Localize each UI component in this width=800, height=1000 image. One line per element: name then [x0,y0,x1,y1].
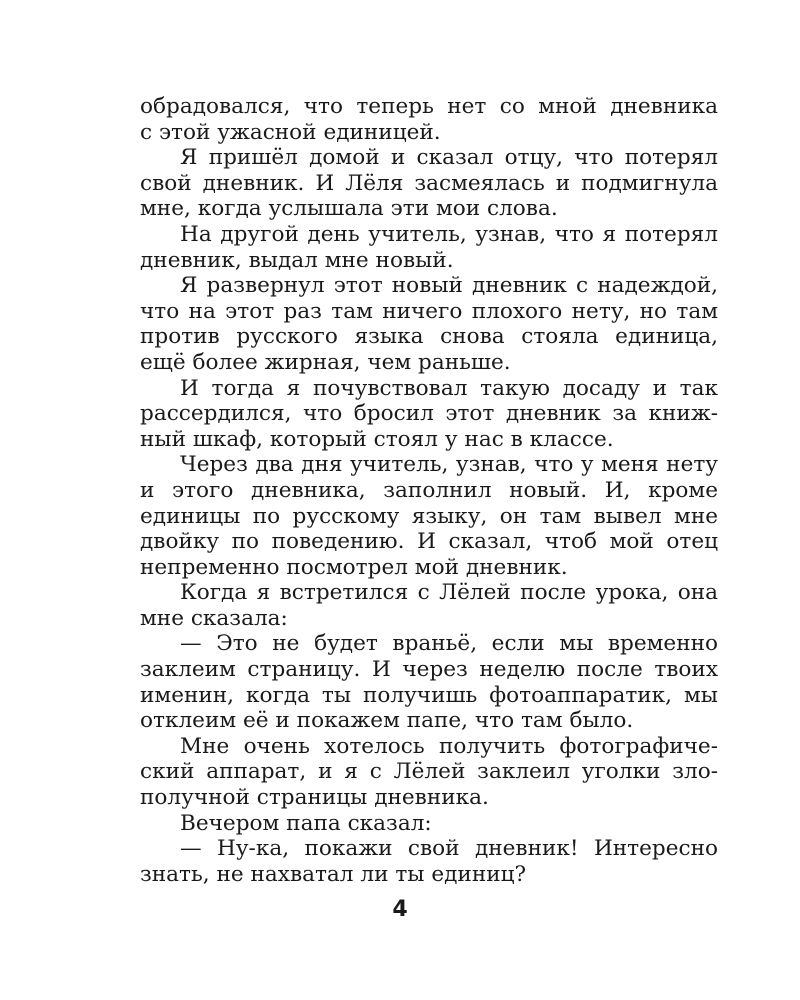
text-line: против русского языка снова стояла единица, [140,324,718,350]
text-line: отклеим её и покажем папе, что там было. [140,708,634,734]
page-number: 4 [392,897,408,922]
text-line: ещё более жирная, чем раньше. [140,349,511,375]
text-line: Когда я встретился с Лёлей после урока, она [180,580,718,606]
text-line: Мне очень хотелось получить фотографиче- [180,733,718,759]
text-line: обрадовался, что теперь нет со мной дневника [140,94,718,119]
text-line: Через два дня учитель, узнав, что у меня нету [180,452,718,478]
text-line: дневник, выдал мне новый. [140,247,454,273]
text-line: — Это не будет враньё, если мы временно [180,631,718,657]
text-line: — Ну-ка, покажи свой дневник! Интересно [180,836,718,862]
text-line: заклеим страницу. И через неделю после твоих [140,657,718,683]
body-text [140,94,718,887]
text-line: именин, когда ты получишь фотоаппаратик, мы [140,682,718,708]
text-line: На другой день учитель, узнав, что я потерял [180,221,718,247]
text-line: свой дневник. И Лёля засмеялась и подмигнула [140,170,718,196]
text-line: и этого дневника, заполнил новый. И, кроме [140,477,718,503]
text-line: Я пришёл домой и сказал отцу, что потерял [180,145,718,171]
text-line: двойку по поведению. И сказал, чтоб мой отец [140,529,718,555]
text-line: Я развернул этот новый дневник с надеждой, [180,273,718,299]
text-line: получной страницы дневника. [140,785,489,811]
text-line: ский аппарат, и я с Лёлей заклеил уголки зло- [140,759,718,785]
text-line: единицы по русскому языку, он там вывел мне [140,503,718,529]
text-line: Вечером папа сказал: [180,810,432,836]
text-line: мне, когда услышала эти мои слова. [140,196,558,222]
text-line: И тогда я почувствовал такую досаду и так [180,375,718,401]
text-line: ный шкаф, который стоял у нас в классе. [140,426,614,452]
text-line: что на этот раз там ничего плохого нету, но там [140,298,718,324]
text-line: непременно посмотрел мой дневник. [140,554,568,580]
text-line: мне сказала: [140,605,288,631]
text-line: с этой ужасной единицей. [140,119,441,145]
text-line: рассердился, что бросил этот дневник за книж- [140,401,718,427]
text-line: знать, не нахватал ли ты единиц? [140,861,527,887]
